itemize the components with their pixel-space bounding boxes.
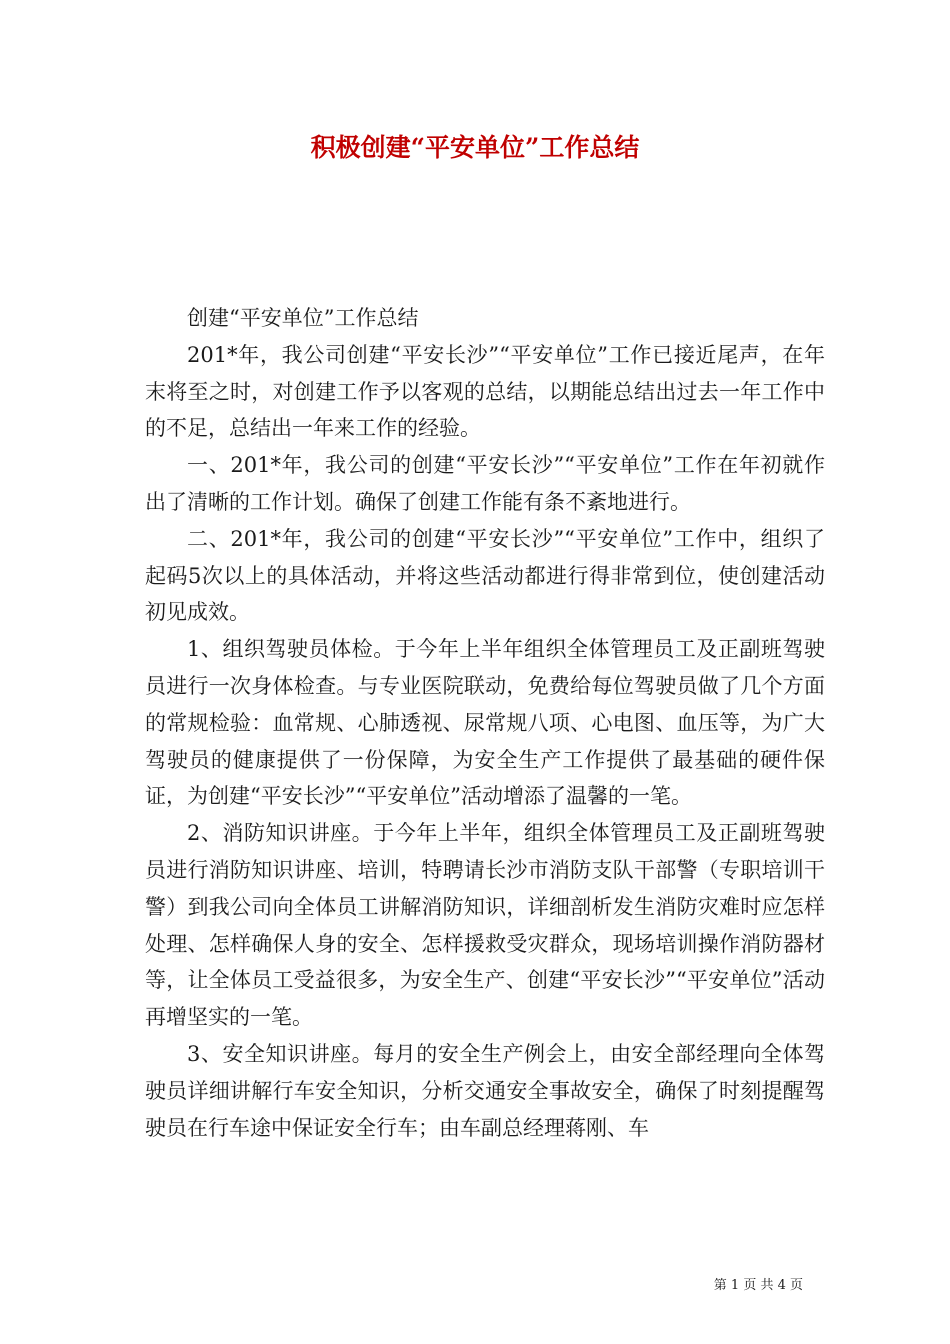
paragraph: 1、组织驾驶员体检。于今年上半年组织全体管理员工及正副班驾驶员进行一次身体检查。与专业医院联动，免费给每位驾驶员做了几个方面的常规检验：血常规、心肺透视、尿常规八项、心电图、血压等，为广大驾驶员的健康提供了一份保障，为安全生产工作提供了最基础的硬件保证，为创建“平安长沙”“平安单位”活动增添了温馨的一笔。 (145, 637, 825, 809)
document-body (145, 300, 825, 1146)
paragraph: 3、安全知识讲座。每月的安全生产例会上，由安全部经理向全体驾驶员详细讲解行车安全知识，分析交通安全事故安全，确保了时刻提醒驾驶员在行车途中保证安全行车；由车副总经理蒋刚、车 (145, 1041, 825, 1140)
paragraph: 一、201*年，我公司的创建“平安长沙”“平安单位”工作在年初就作出了清晰的工作计划。确保了创建工作能有条不紊地进行。 (145, 453, 825, 514)
document-title: 积极创建“平安单位”工作总结 (310, 133, 640, 162)
page-number: 第 1 页 共 4 页 (713, 1278, 803, 1293)
paragraph: 创建“平安单位”工作总结 (187, 306, 419, 330)
paragraph: 2、消防知识讲座。于今年上半年，组织全体管理员工及正副班驾驶员进行消防知识讲座、培训，特聘请长沙市消防支队干部警（专职培训干警）到我公司向全体员工讲解消防知识，详细剖析发生消防灾难时应怎样处理、怎样确保人身的安全、怎样援救受灾群众，现场培训操作消防器材等，让全体员工受益很多，为安全生产、创建“平安长沙”“平安单位”活动再增坚实的一笔。 (145, 821, 825, 1030)
paragraph: 二、201*年，我公司的创建“平安长沙”“平安单位”工作中，组织了起码5次以上的具体活动，并将这些活动都进行得非常到位，使创建活动初见成效。 (145, 526, 825, 625)
paragraph: 201*年，我公司创建“平安长沙”“平安单位”工作已接近尾声，在年末将至之时，对创建工作予以客观的总结，以期能总结出过去一年工作中的不足，总结出一年来工作的经验。 (145, 342, 825, 441)
